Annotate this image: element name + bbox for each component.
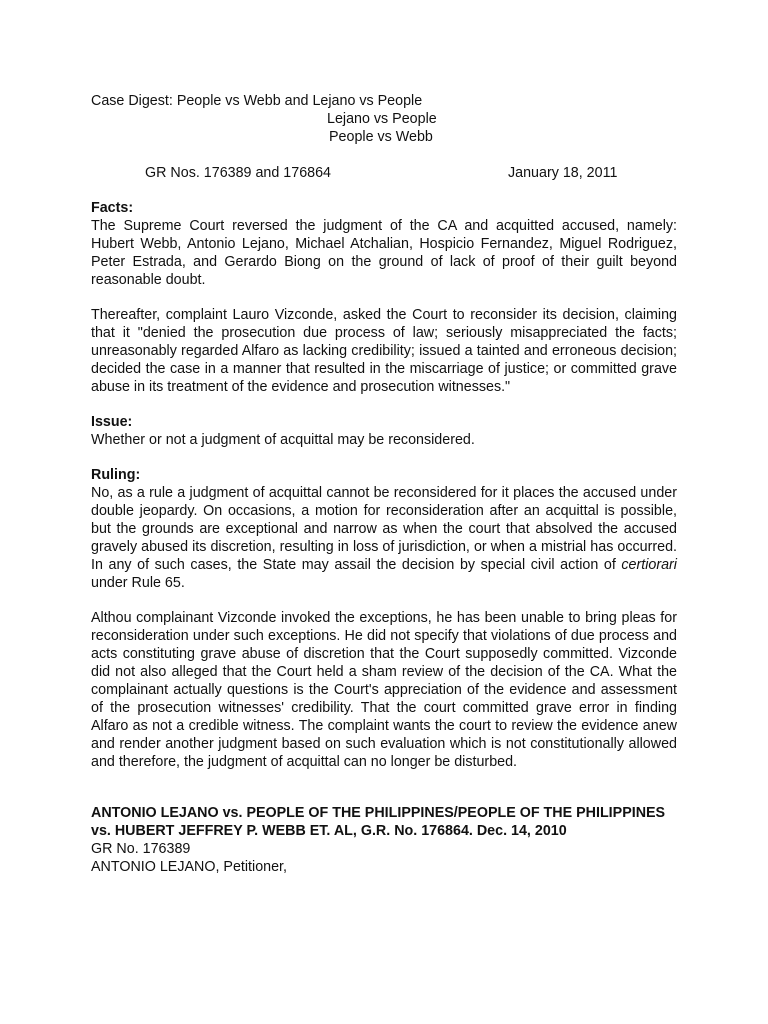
issue-text: Whether or not a judgment of acquittal may be reconsidered. — [91, 432, 475, 448]
case-caption-title: ANTONIO LEJANO vs. PEOPLE OF THE PHILIPPINES/PEOPLE OF THE PHILIPPINES vs. HUBERT JEFFREY P. WEBB ET. AL, G.R. No. 176864. Dec. 14, 2010 — [91, 805, 666, 839]
facts-heading: Facts: — [91, 200, 134, 216]
certiorari-term: certiorari — [621, 557, 677, 573]
ruling-section — [91, 466, 677, 771]
decision-date: January 18, 2011 — [508, 165, 618, 181]
ruling-paragraph-2: Althou complainant Vizconde invoked the exceptions, he has been unable to bring pleas for reconsideration under such exceptions. He did not specify that violations of due process and acts constituting grave abuse of discretion that the Court supposedly committed. Vizconde did not also alleged that the Court held a sham review of the decision of the CA. What the complainant actually questions is the Court's appreciation of the evidence and assessment of the prosecution witnesses' credibility. That the court committed grave error in finding Alfaro as not a credible witness. The complaint wants the court to review the evidence anew and render another judgment based on such evaluation which is not constitutionally allowed and therefore, the judgment of acquittal can no longer be disturbed. — [91, 610, 677, 770]
facts-paragraph-1: The Supreme Court reversed the judgment of the CA and acquitted accused, namely: Hubert Webb, Antonio Lejano, Michael Atchalian, Hospicio Fernandez, Miguel Rodriguez, Peter Estrada, and Gerardo Biong on the ground of lack of proof of their guilt beyond reasonable doubt. — [91, 218, 677, 288]
subtitle-lejano-vs-people: Lejano vs People — [327, 111, 437, 127]
subtitle-people-vs-webb: People vs Webb — [329, 129, 433, 145]
issue-heading: Issue: — [91, 414, 133, 430]
facts-section — [91, 199, 677, 396]
issue-section — [91, 413, 677, 449]
facts-paragraph-2: Thereafter, complaint Lauro Vizconde, asked the Court to reconsider its decision, claiming that it "denied the prosecution due process of law; seriously misappreciated the facts; unreasonably regarded Alfaro as lacking credibility; issued a tainted and erroneous decision; decided the case in a manner that resulted in the miscarriage of justice; or committed grave abuse in its treatment of the evidence and prosecution witnesses." — [91, 307, 677, 395]
document-title: Case Digest: People vs Webb and Lejano vs People — [91, 93, 423, 109]
ruling-paragraph-1-text: No, as a rule a judgment of acquittal cannot be reconsidered for it places the accused under double jeopardy. On occasions, a motion for reconsideration after an acquittal is possible, but the grounds are exceptional and narrow as when the court that absolved the accused gravely abused its discretion, resulting in loss of jurisdiction, or when a mistrial has occurred. In any of such cases, the State may assail the decision by special civil action of — [91, 485, 677, 573]
case-gr-number: GR No. 176389 — [91, 841, 191, 857]
ruling-paragraph-1-end: under Rule 65. — [91, 575, 185, 591]
ruling-heading: Ruling: — [91, 467, 141, 483]
ruling-paragraph-1 — [91, 484, 677, 592]
gr-date-line — [91, 164, 677, 182]
gr-numbers: GR Nos. 176389 and 176864 — [145, 165, 331, 181]
case-caption-section — [91, 804, 677, 876]
document-body — [91, 92, 677, 876]
case-petitioner: ANTONIO LEJANO, Petitioner, — [91, 859, 287, 875]
